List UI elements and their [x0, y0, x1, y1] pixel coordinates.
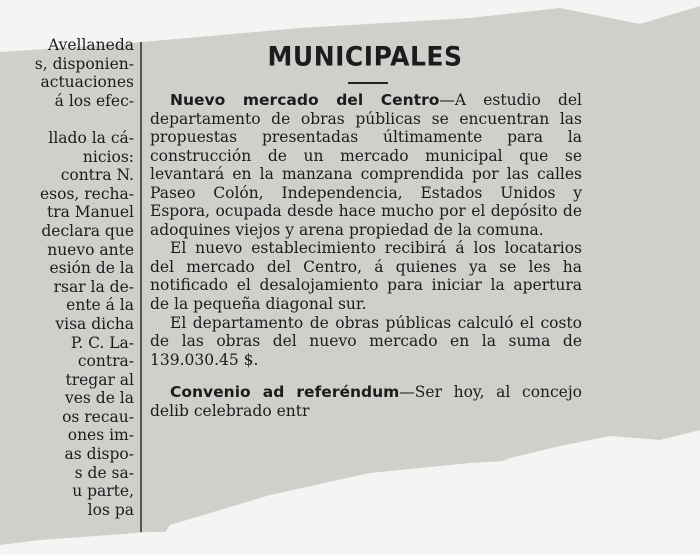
left-column-line: contra- — [77, 352, 134, 371]
article-text: —Ser hoy, al concejo delib celebrado entr — [150, 383, 582, 420]
left-column-line: s de sa- — [74, 463, 134, 482]
column-divider — [140, 42, 142, 532]
left-column-line: llado la cá- — [48, 128, 134, 147]
left-column-line: Avellaneda — [48, 36, 134, 54]
left-column-line — [0, 110, 134, 129]
article-paragraph: El departamento de obras públicas calculó el costo de las obras del nuevo mercado en la suma de 139.030.45 $. — [150, 313, 582, 369]
left-column-line: actuaciones — [40, 73, 134, 92]
article-headline: Convenio ad referéndum — [170, 383, 400, 402]
left-column-line: á los efec- — [54, 91, 134, 110]
left-column-line: ves de la — [64, 389, 134, 408]
left-column-line: los pa — [87, 500, 134, 519]
article-paragraph — [150, 91, 582, 239]
left-column-line: as dispo- — [64, 445, 134, 464]
article-paragraph — [150, 383, 582, 420]
left-column-line: contra N. — [60, 166, 134, 185]
left-column-line: u parte, — [72, 482, 134, 501]
article-paragraph: El nuevo establecimiento recibirá á los locatarios del mercado del Centro, á quienes ya se les ha notificado el desalojamiento para iniciar la apertura de la pequeña diagonal sur. — [150, 239, 582, 314]
section-heading: MUNICIPALES — [267, 41, 463, 72]
main-column — [150, 91, 582, 420]
article-headline: Nuevo mercado del Centro — [170, 91, 440, 109]
left-column-line: visa dicha — [55, 314, 134, 333]
left-column-line: esos, recha- — [40, 184, 134, 203]
left-column-line: P. C. La- — [70, 333, 134, 352]
left-column-line: esión de la — [49, 259, 134, 278]
left-column-line: declara que — [41, 221, 134, 240]
article-text: —A estudio del departamento de obras públicas se encuentran las propuestas presentadas últimamente para la construcción de un mercado municipal que se levantará en la manzana comprendida por las calles Paseo Colón, Independencia, Estados Unidos y Espora, ocupada desde hace mucho por el depósito de adoquines viejos y arena propiedad de la comuna. — [150, 91, 582, 239]
left-column-line: nuevo ante — [47, 240, 134, 259]
heading-rule — [348, 82, 388, 84]
left-column-line: nicios: — [82, 147, 134, 166]
left-column-fragment — [0, 36, 134, 536]
article-gap — [150, 369, 582, 383]
left-column-line: os recau- — [62, 407, 134, 426]
left-column-line: s, disponien- — [34, 54, 134, 73]
left-column-line: ente á la — [66, 296, 134, 315]
left-column-line: tregar al — [65, 370, 134, 389]
left-column-line: tra Manuel — [46, 203, 134, 222]
left-column-line: ones im- — [67, 426, 134, 445]
left-column-line: rsar la de- — [53, 277, 134, 296]
